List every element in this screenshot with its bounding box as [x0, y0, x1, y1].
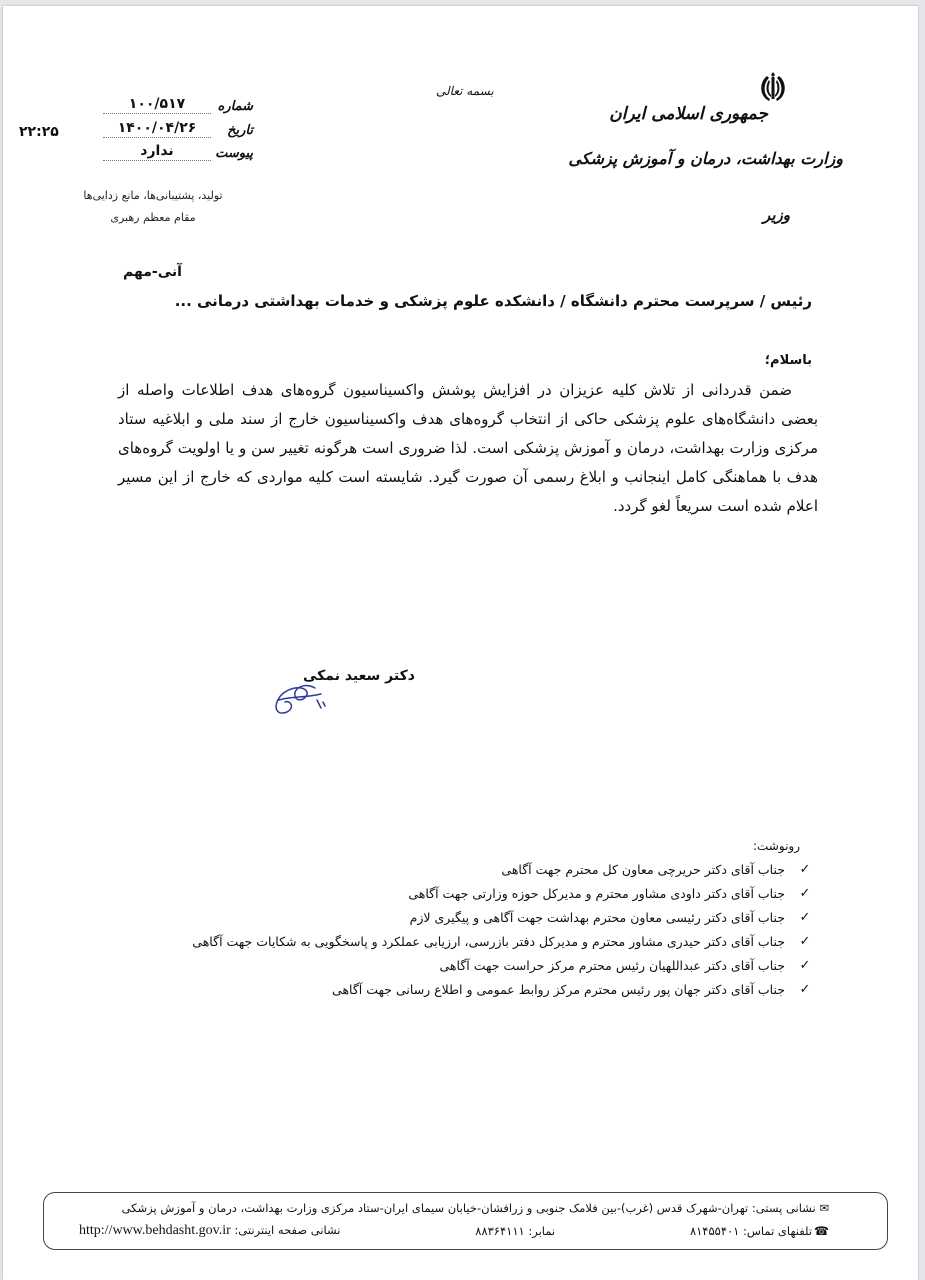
- cc-item: [115, 858, 815, 882]
- cc-item: [115, 978, 815, 1002]
- website-label: نشانی صفحه اینترنتی:: [234, 1223, 341, 1237]
- check-icon: ✓: [799, 958, 811, 973]
- cc-item: [115, 882, 815, 906]
- timestamp: ۲۲:۲۵: [19, 124, 59, 140]
- check-icon: ✓: [799, 934, 811, 949]
- check-icon: ✓: [799, 886, 811, 901]
- cc-item: [115, 954, 815, 978]
- cc-list: [115, 858, 815, 1002]
- postal-address-text: نشانی پستی: تهران-شهرک قدس (غرب)-بین فلامک جنوبی و زرافشان-خیابان سیمای ایران-ستاد مرکزی وزارت بهداشت، درمان و آموزش پزشکی: [121, 1201, 816, 1215]
- letter-meta: [103, 94, 253, 164]
- iran-emblem-icon: [753, 68, 793, 108]
- check-icon: ✓: [799, 910, 811, 925]
- ministry-country-name: جمهوری اسلامی ایران: [609, 104, 768, 124]
- contact-row: [79, 1223, 829, 1239]
- date-label: تاریخ: [227, 123, 253, 138]
- phone-info: [690, 1224, 829, 1238]
- check-icon: ✓: [799, 862, 811, 877]
- letter-attachment-row: [103, 141, 253, 161]
- letter-body-text: ضمن قدردانی از تلاش کلیه عزیزان در افزایش پوشش واکسیناسیون گروه‌های هدف اطلاعات واصله از بعضی دانشگاه‌های علوم پزشکی حاکی از انتخاب گروه‌های هدف واکسیناسیون خارج از سند ملی و ابلاغیه ستاد مرکزی وزارت بهداشت، درمان و آموزش پزشکی است. لذا ضروری است هرگونه تغییر سن و یا اولویت گروه‌های هدف با هماهنگی کامل اینجانب و ابلاغ رسمی آن صورت گیرد. شایسته است کلیه مواردی که خارج از این مسیر اعلام شده است سریعاً لغو گردد.: [118, 381, 818, 515]
- website-link[interactable]: http://www.behdasht.gov.ir: [79, 1223, 231, 1238]
- cc-item-text: جناب آقای دکتر حیدری مشاور محترم و مدیرکل دفتر بازرسی، ارزیابی عملکرد و پاسخگویی به شکایات جهت آگاهی: [192, 934, 785, 949]
- footer-box: [43, 1192, 888, 1250]
- cc-item-text: جناب آقای دکتر رئیسی معاون محترم بهداشت جهت آگاهی و پیگیری لازم: [409, 910, 785, 925]
- cc-item: [115, 906, 815, 930]
- bism-heading: بسمه تعالی: [436, 84, 494, 98]
- signature-icon: [265, 678, 335, 720]
- cc-item-text: جناب آقای دکتر جهان پور رئیس محترم مرکز روابط عمومی و اطلاع رسانی جهت آگاهی: [332, 982, 785, 997]
- website-info: [79, 1223, 340, 1239]
- recipient-line: رئیس / سرپرست محترم دانشگاه / دانشکده علوم پزشکی و خدمات بهداشتی درمانی ...: [174, 292, 812, 310]
- letter-date-row: [103, 118, 253, 138]
- letter-page: [3, 6, 918, 1280]
- greeting: باسلام؛: [764, 353, 812, 368]
- signer-name: دکتر سعید نمکی: [303, 668, 415, 684]
- number-value: ۱۰۰/۵۱۷: [103, 96, 211, 114]
- mail-icon: ✉: [819, 1201, 829, 1215]
- fax-info: نمابر: ۸۸۳۶۴۱۱۱: [475, 1224, 556, 1238]
- number-label: شماره: [217, 99, 253, 114]
- date-value: ۱۴۰۰/۰۴/۲۶: [103, 120, 211, 138]
- slogan-source: مقام معظم رهبری: [110, 211, 196, 224]
- attachment-value: ندارد: [103, 143, 211, 161]
- phone-text: تلفنهای تماس: ۸۱۴۵۵۴۰۱: [689, 1224, 813, 1238]
- phone-icon: ☎: [814, 1224, 829, 1238]
- ministry-name: وزارت بهداشت، درمان و آموزش پزشکی: [568, 149, 843, 168]
- check-icon: ✓: [799, 982, 811, 997]
- cc-item-text: جناب آقای دکتر داودی مشاور محترم و مدیرکل حوزه وزارتی جهت آگاهی: [408, 886, 785, 901]
- urgency-label: آنی-مهم: [123, 264, 182, 280]
- letter-body: [118, 376, 818, 521]
- cc-item-text: جناب آقای دکتر حریرچی معاون کل محترم جهت آگاهی: [501, 862, 785, 877]
- minister-title: وزیر: [763, 206, 790, 224]
- cc-title: رونوشت:: [752, 839, 800, 853]
- attachment-label: پیوست: [215, 146, 253, 161]
- cc-item-text: جناب آقای دکتر عبداللهیان رئیس محترم مرکز حراست جهت آگاهی: [439, 958, 785, 973]
- slogan-line: تولید، پشتیبانی‌ها، مانع زدایی‌ها: [83, 189, 223, 202]
- cc-item: [115, 930, 815, 954]
- letter-number-row: [103, 94, 253, 114]
- postal-address: [122, 1201, 829, 1215]
